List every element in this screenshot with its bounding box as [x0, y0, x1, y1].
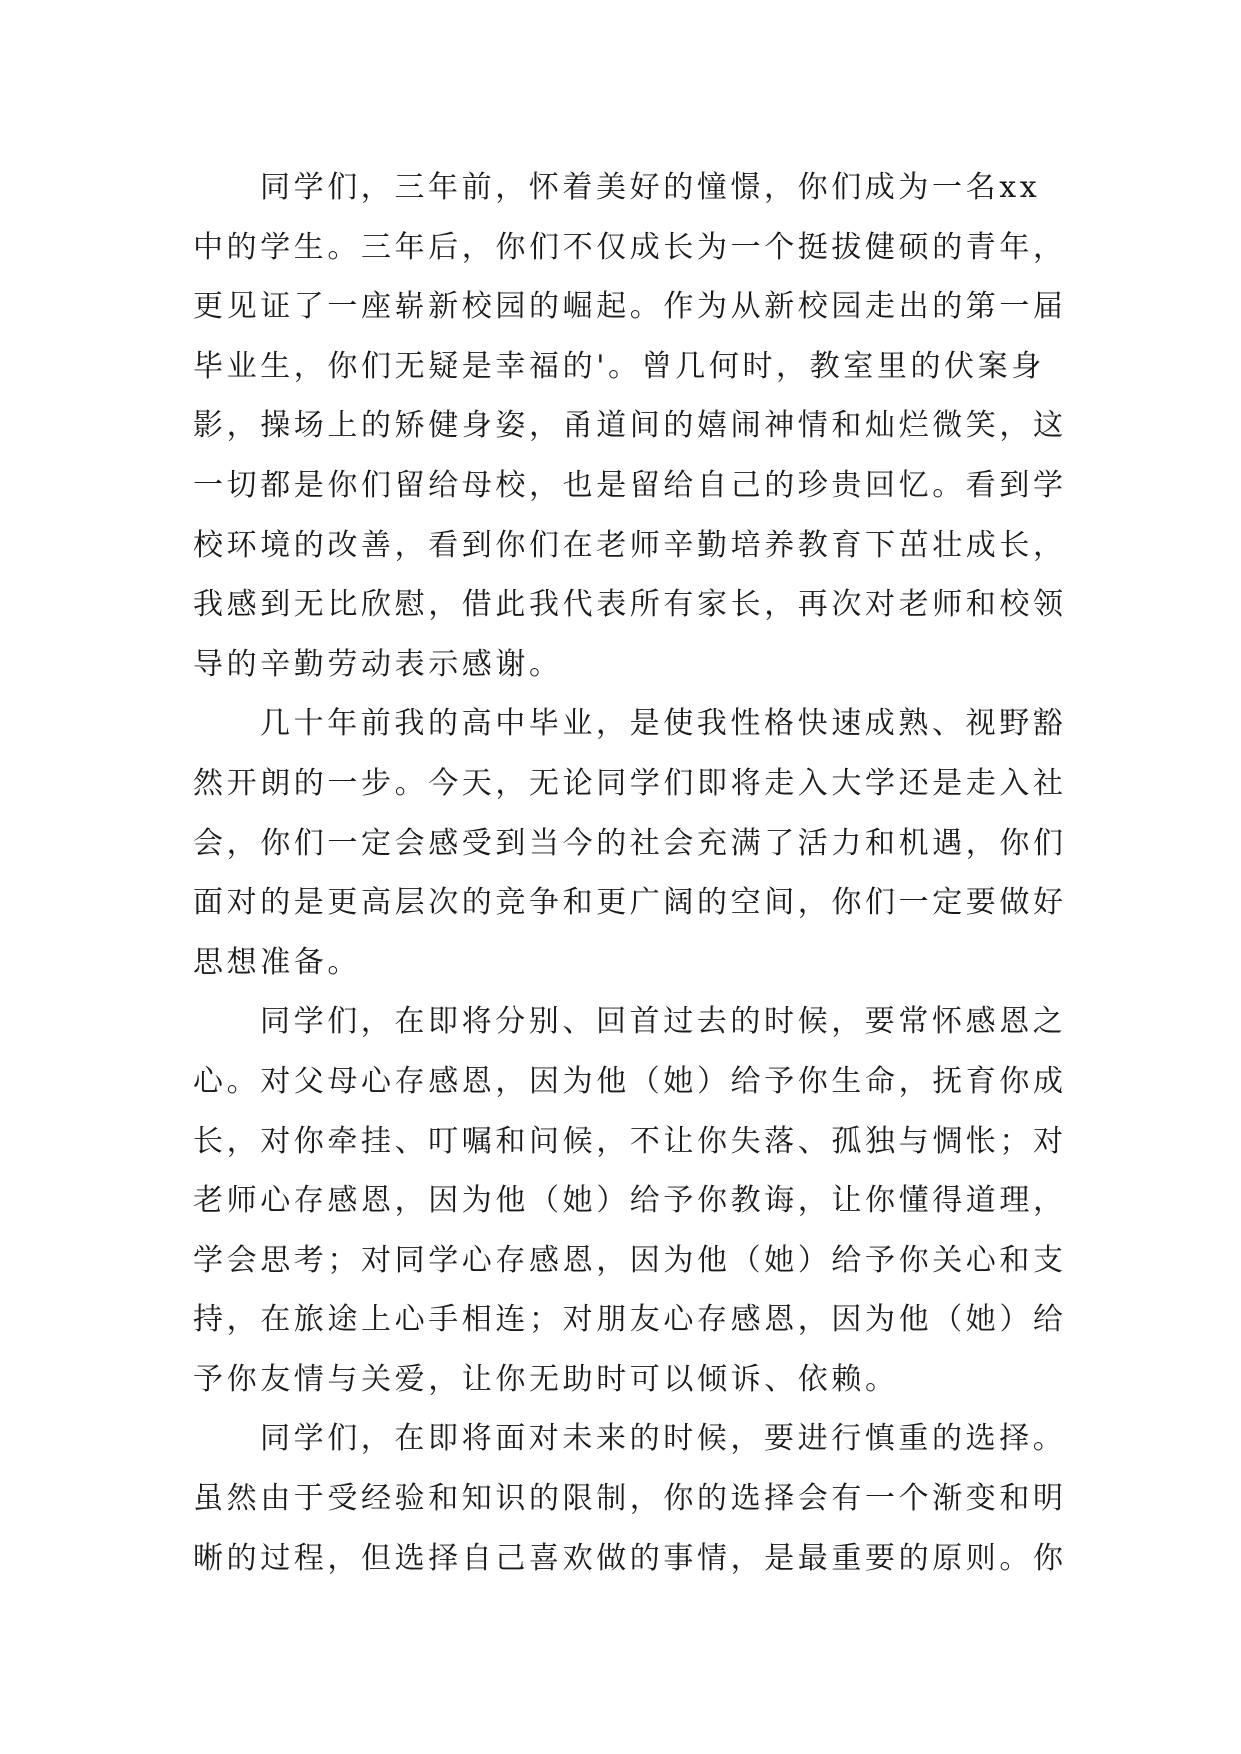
paragraph-3-line-4: 老师心存感恩，因为他（她）给予你教诲，让你懂得道理，	[193, 1183, 1067, 1219]
paragraph-1-line-8: 我感到无比欣慰，借此我代表所有家长，再次对老师和校领	[193, 587, 1067, 623]
paragraph-3-line-2: 心。对父母心存感恩，因为他（她）给予你生命，抚育你成	[193, 1063, 1067, 1099]
paragraph-4-line-2: 虽然由于受经验和知识的限制，你的选择会有一个渐变和明	[193, 1481, 1067, 1517]
paragraph-2-line-3: 会，你们一定会感受到当今的社会充满了活力和机遇，你们	[193, 825, 1067, 861]
paragraph-2-line-1: 几十年前我的高中毕业，是使我性格快速成熟、视野豁	[260, 706, 1067, 742]
document-body	[193, 158, 1073, 1588]
paragraph-3-line-7: 予你友情与关爱，让你无助时可以倾诉、依赖。	[193, 1361, 899, 1397]
paragraph-1-line-4: 毕业生，你们无疑是幸福的'。曾几何时，教室里的伏案身	[193, 348, 1045, 384]
paragraph-1-line-1: 同学们，三年前，怀着美好的憧憬，你们成为一名xx	[260, 170, 1041, 205]
paragraph-3-line-5: 学会思考；对同学心存感恩，因为他（她）给予你关心和支	[193, 1242, 1067, 1278]
paragraph-2-line-4: 面对的是更高层次的竞争和更广阔的空间，你们一定要做好	[193, 885, 1067, 921]
paragraph-1-line-6: 一切都是你们留给母校，也是留给自己的珍贵回忆。看到学	[193, 467, 1067, 503]
paragraph-4-line-1: 同学们，在即将面对未来的时候，要进行慎重的选择。	[260, 1421, 1067, 1457]
paragraph-1-line-3: 更见证了一座崭新校园的崛起。作为从新校园走出的第一届	[193, 289, 1067, 325]
paragraph-1-line-7: 校环境的改善，看到你们在老师辛勤培养教育下茁壮成长，	[193, 527, 1067, 563]
paragraph-1-line-2: 中的学生。三年后，你们不仅成长为一个挺拔健硕的青年，	[193, 229, 1067, 265]
paragraph-1-line-5: 影，操场上的矫健身姿，甬道间的嬉闹神情和灿烂微笑，这	[193, 408, 1067, 444]
paragraph-3-line-1: 同学们，在即将分别、回首过去的时候，要常怀感恩之	[260, 1004, 1067, 1040]
paragraph-4-line-3: 晰的过程，但选择自己喜欢做的事情，是最重要的原则。你	[193, 1540, 1067, 1576]
paragraph-1-line-9: 导的辛勤劳动表示感谢。	[193, 646, 563, 682]
paragraph-2-line-2: 然开朗的一步。今天，无论同学们即将走入大学还是走入社	[193, 765, 1067, 801]
paragraph-3-line-3: 长，对你牵挂、叮嘱和问候，不让你失落、孤独与惆怅；对	[193, 1123, 1067, 1159]
paragraph-2-line-5: 思想准备。	[193, 944, 361, 980]
paragraph-3-line-6: 持，在旅途上心手相连；对朋友心存感恩，因为他（她）给	[193, 1302, 1067, 1338]
